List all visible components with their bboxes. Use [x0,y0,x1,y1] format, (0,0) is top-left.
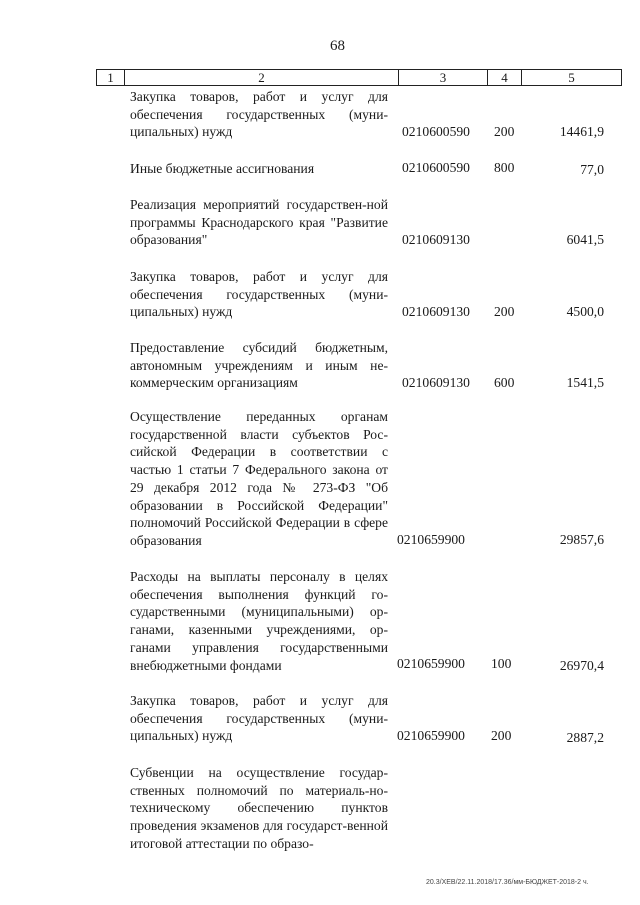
row-amount: 26970,4 [559,658,604,673]
header-col-3: 3 [399,70,488,85]
row-code: 0210659900 [397,532,465,547]
row-amount: 2887,2 [566,730,604,745]
row-description: Реализация мероприятий государствен-ной программы Краснодарского края "Развитие образования" [130,197,388,248]
row-code: 0210609130 [402,304,470,319]
row-description: Закупка товаров, работ и услуг для обеспечения государственных (муни-ципальных) нужд [130,693,388,744]
row-amount: 14461,9 [559,124,604,139]
header-col-5: 5 [568,70,575,85]
row-code: 0210600590 [402,160,470,175]
row-description: Осуществление переданных органам государственной власти субъектов Рос-сийской Федерации в соответствии с частью 1 статьи 7 Федерального закона от 29 декабря 2012 года № 273-ФЗ "Об образовании в Российской Федерации" полномочий Российской Федерации в сфере образования [130,409,388,548]
row-description: Закупка товаров, работ и услуг для обеспечения государственных (муни-ципальных) нужд [130,269,388,320]
row-description: Закупка товаров, работ и услуг для обеспечения государственных (муни-ципальных) нужд [130,89,388,140]
row-kvr: 200 [491,728,512,743]
row-description: Расходы на выплаты персоналу в целях обеспечения выполнения функций го-сударственными (муниципальными) ор-ганами, казенными учреждениями, ор-ганами управления государственными внебюджетными фондами [130,569,388,673]
row-kvr: 800 [494,160,515,175]
row-amount: 6041,5 [566,232,604,247]
row-kvr: 200 [494,304,515,319]
row-description: Субвенции на осуществление государ-ственных полномочий по материаль-но-техническому обеспечению пунктов проведения экзаменов для государст-венной итоговой аттестации по образо- [130,765,388,851]
header-col-1: 1 [97,70,125,85]
row-kvr: 100 [491,656,512,671]
row-description: Иные бюджетные ассигнования [130,161,315,176]
header-col-4: 4 [488,70,522,85]
row-code: 0210659900 [397,728,465,743]
header-col-2: 2 [125,70,399,85]
row-kvr: 200 [494,124,515,139]
row-code: 0210609130 [402,375,470,390]
document-footer: 20.3/ХЕВ/22.11.2018/17.36/мм-БЮДЖЕТ-2018-2 ч. [426,879,589,886]
row-amount: 77,0 [580,162,604,177]
row-amount: 1541,5 [566,375,604,390]
table-header-row [96,69,622,86]
row-description: Предоставление субсидий бюджетным, автономным учреждениям и иным не-коммерческим организациям [130,340,388,391]
row-code: 0210659900 [397,656,465,671]
row-code: 0210609130 [402,232,470,247]
page-number: 68 [330,38,345,54]
row-amount: 4500,0 [566,304,604,319]
row-code: 0210600590 [402,124,470,139]
row-amount: 29857,6 [559,532,604,547]
row-kvr: 600 [494,375,515,390]
